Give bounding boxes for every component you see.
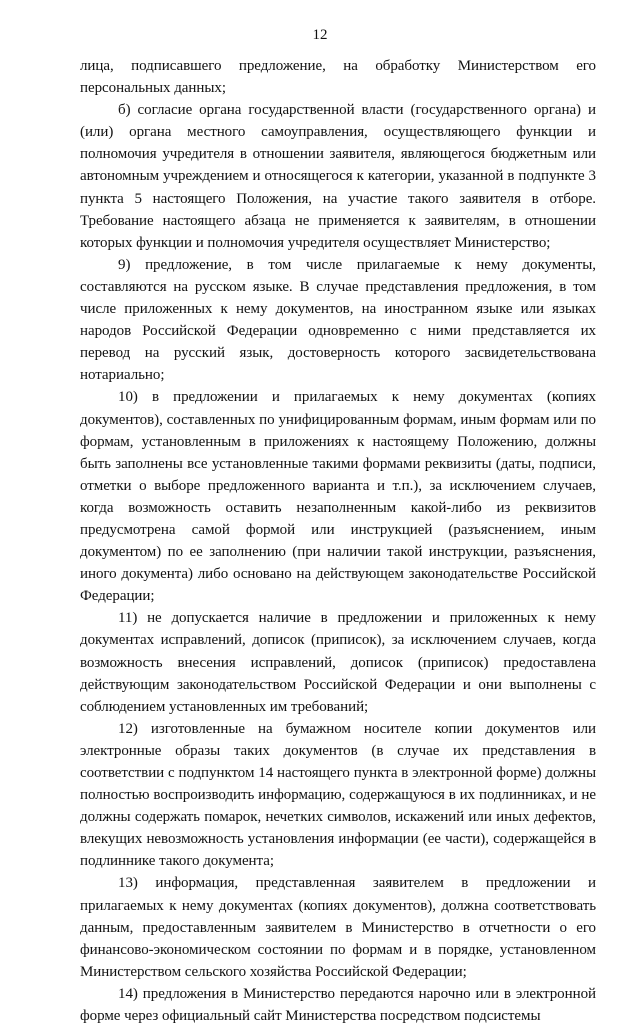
paragraph-12-copies: 12) изготовленные на бумажном носителе копии документов или электронные образы таких документов (в случае их представления в соответствии с подпунктом 14 настоящего пункта в электронной форме) должны полностью воспроизводить информацию, содержащуюся в их подлинниках, и не должны содержать помарок, нечетких символов, искажений или иных дефектов, влекущих невозможность установления информации (ее части), содержащейся в подлиннике такого документа; xyxy=(80,720,596,870)
page-number: 12 xyxy=(312,27,328,43)
paragraph-9-language: 9) предложение, в том числе прилагаемые к нему документы, составляются на русском языке. В случае представления предложения, в том числе приложенных к нему документов, на иностранном языке или языках народов Российской Федерации одновременно с ними представляется их перевод на русский язык, достоверность которого засвидетельствована нотариально; xyxy=(80,256,596,384)
paragraph-10-forms: 10) в предложении и прилагаемых к нему документах (копиях документов), составленных по унифицированным формам, иным формам или по формам, установленным в приложениях к настоящему Положению, должны быть заполнены все установленные такими формами реквизиты (даты, подписи, отметки о выборе предложенного варианта и т.п.), за исключением случаев, когда возможность оставить незаполненным какой-либо из реквизитов предусмотрена самой формой или инструкцией (разъяснением, иным документом) по ее заполнению (при наличии такой инструкции, разъяснения, иного документа) либо основано на действующем законодательстве Российской Федерации; xyxy=(80,389,596,605)
document-body xyxy=(80,55,596,1027)
paragraph-11-corrections: 11) не допускается наличие в предложении и приложенных к нему документах исправлений, дописок (приписок), за исключением случаев, когда возможность внесения исправлений, дописок (приписок) предоставлена действующим законодательством Российской Федерации и они выполнены с соблюдением установленных им требований; xyxy=(80,610,596,715)
paragraph-13-information: 13) информация, представленная заявителем в предложении и прилагаемых к нему документах (копиях документов), должна соответствовать данным, предоставленным заявителем в Министерство в отчетности о его финансово-экономическом состоянии по формам и в порядке, установленном Министерством сельского хозяйства Российской Федерации; xyxy=(80,875,596,980)
paragraph-b-consent: б) согласие органа государственной власти (государственного органа) и (или) органа местного самоуправления, осуществляющего функции и полномочия учредителя в отношении заявителя, являющегося бюджетным или автономным учреждением и относящегося к категории, указанной в подпункте 3 пункта 5 настоящего Положения, на участие такого заявителя в отборе. Требование настоящего абзаца не применяется к заявителям, в отношении которых функции и полномочия учредителя осуществляет Министерство; xyxy=(80,102,596,251)
paragraph-14-submission: 14) предложения в Министерство передаются нарочно или в электронной форме через официальный сайт Министерства посредством подсистемы xyxy=(80,985,596,1025)
paragraph-continuation: лица, подписавшего предложение, на обработку Министерством его персональных данных; xyxy=(80,58,596,97)
